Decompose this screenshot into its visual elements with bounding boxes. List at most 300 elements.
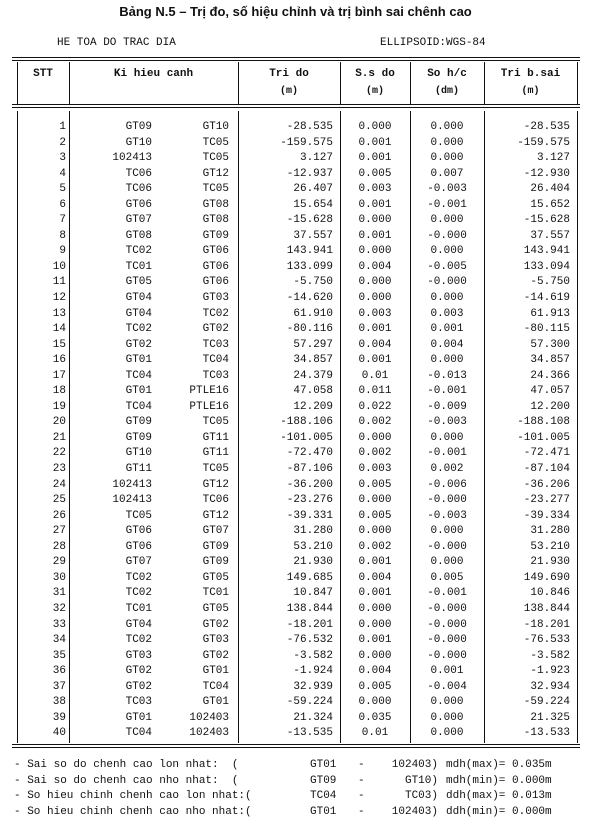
table-row (0, 664, 591, 680)
row-adjusted-value: -188.108 (486, 415, 570, 431)
row-from-point: GT07 (72, 213, 152, 229)
row-adjusted-value: 24.366 (486, 369, 570, 385)
row-measured-value: 143.941 (241, 244, 333, 260)
row-error-value: 0.001 (341, 322, 409, 338)
row-error-value: 0.000 (341, 213, 409, 229)
row-error-value: 0.000 (341, 618, 409, 634)
row-error-value: 0.000 (341, 695, 409, 711)
row-correction-value: 0.000 (411, 431, 483, 447)
row-stt: 26 (20, 509, 66, 525)
row-to-point: GT08 (155, 198, 229, 214)
row-adjusted-value: 61.913 (486, 307, 570, 323)
row-error-value: 0.004 (341, 338, 409, 354)
row-from-point: TC03 (72, 695, 152, 711)
row-stt: 6 (20, 198, 66, 214)
row-from-point: TC01 (72, 602, 152, 618)
summary-from-point: TC04 (310, 789, 336, 805)
table-row (0, 400, 591, 416)
row-measured-value: -59.224 (241, 695, 333, 711)
row-to-point: TC04 (155, 680, 229, 696)
row-measured-value: 47.058 (241, 384, 333, 400)
table-row (0, 322, 591, 338)
summary-label: - Sai so do chenh cao nho nhat: ( (14, 774, 238, 790)
row-to-point: GT06 (155, 244, 229, 260)
row-measured-value: -80.116 (241, 322, 333, 338)
row-error-value: 0.011 (341, 384, 409, 400)
row-measured-value: -28.535 (241, 120, 333, 136)
row-correction-value: -0.001 (411, 446, 483, 462)
row-error-value: 0.003 (341, 462, 409, 478)
table-row (0, 167, 591, 183)
row-measured-value: -23.276 (241, 493, 333, 509)
row-adjusted-value: -3.582 (486, 649, 570, 665)
row-error-value: 0.001 (341, 353, 409, 369)
table-row (0, 555, 591, 571)
summary-label: - So hieu chinh chenh cao lon nhat:( (14, 789, 252, 805)
row-correction-value: -0.004 (411, 680, 483, 696)
summary-from-point: GT09 (310, 774, 336, 790)
row-stt: 16 (20, 353, 66, 369)
row-from-point: 102413 (72, 478, 152, 494)
row-to-point: TC03 (155, 338, 229, 354)
row-correction-value: 0.000 (411, 151, 483, 167)
row-error-value: 0.035 (341, 711, 409, 727)
table-row (0, 711, 591, 727)
row-adjusted-value: -159.575 (486, 136, 570, 152)
row-correction-value: -0.006 (411, 478, 483, 494)
row-adjusted-value: 26.404 (486, 182, 570, 198)
row-stt: 8 (20, 229, 66, 245)
header-canh: Ki hieu canh (70, 68, 237, 80)
table-row (0, 649, 591, 665)
table-row (0, 244, 591, 260)
row-from-point: GT01 (72, 711, 152, 727)
table-row (0, 540, 591, 556)
row-adjusted-value: -59.224 (486, 695, 570, 711)
row-measured-value: -12.937 (241, 167, 333, 183)
row-correction-value: 0.003 (411, 307, 483, 323)
row-adjusted-value: -18.201 (486, 618, 570, 634)
row-error-value: 0.000 (341, 649, 409, 665)
row-error-value: 0.004 (341, 260, 409, 276)
row-correction-value: -0.000 (411, 540, 483, 556)
row-correction-value: -0.001 (411, 198, 483, 214)
row-from-point: GT10 (72, 136, 152, 152)
table-row (0, 478, 591, 494)
row-stt: 21 (20, 431, 66, 447)
summary-separator: - (358, 805, 365, 820)
row-error-value: 0.022 (341, 400, 409, 416)
row-adjusted-value: 47.057 (486, 384, 570, 400)
row-from-point: GT04 (72, 291, 152, 307)
row-error-value: 0.000 (341, 602, 409, 618)
header-ssdo: S.s do (341, 68, 409, 80)
row-correction-value: -0.000 (411, 229, 483, 245)
row-to-point: 102403 (155, 711, 229, 727)
row-measured-value: -3.582 (241, 649, 333, 665)
row-stt: 5 (20, 182, 66, 198)
row-error-value: 0.003 (341, 307, 409, 323)
row-from-point: GT07 (72, 555, 152, 571)
data-rows (0, 120, 591, 742)
row-from-point: TC04 (72, 726, 152, 742)
table-row (0, 695, 591, 711)
row-measured-value: 15.654 (241, 198, 333, 214)
table-row (0, 618, 591, 634)
table-row (0, 446, 591, 462)
row-correction-value: -0.003 (411, 509, 483, 525)
row-to-point: PTLE16 (155, 384, 229, 400)
row-error-value: 0.005 (341, 167, 409, 183)
row-adjusted-value: -15.628 (486, 213, 570, 229)
row-measured-value: 133.099 (241, 260, 333, 276)
header-stt: STT (18, 68, 68, 80)
row-from-point: TC05 (72, 509, 152, 525)
row-correction-value: 0.000 (411, 555, 483, 571)
row-to-point: GT07 (155, 524, 229, 540)
row-adjusted-value: 15.652 (486, 198, 570, 214)
row-error-value: 0.001 (341, 586, 409, 602)
row-adjusted-value: 57.300 (486, 338, 570, 354)
row-to-point: GT01 (155, 664, 229, 680)
row-measured-value: -13.535 (241, 726, 333, 742)
row-error-value: 0.001 (341, 198, 409, 214)
row-stt: 22 (20, 446, 66, 462)
coordinate-system-label: HE TOA DO TRAC DIA (57, 37, 176, 49)
row-adjusted-value: 21.930 (486, 555, 570, 571)
table-row (0, 198, 591, 214)
row-error-value: 0.001 (341, 229, 409, 245)
row-to-point: GT02 (155, 649, 229, 665)
row-from-point: GT06 (72, 198, 152, 214)
row-stt: 7 (20, 213, 66, 229)
row-adjusted-value: -72.471 (486, 446, 570, 462)
row-to-point: GT02 (155, 322, 229, 338)
row-to-point: 102403 (155, 726, 229, 742)
row-adjusted-value: 37.557 (486, 229, 570, 245)
header-ssdo-unit: (m) (341, 86, 409, 97)
table-row (0, 307, 591, 323)
row-measured-value: -18.201 (241, 618, 333, 634)
row-adjusted-value: 21.325 (486, 711, 570, 727)
row-adjusted-value: -23.277 (486, 493, 570, 509)
header-trido-unit: (m) (239, 86, 339, 97)
row-adjusted-value: -12.930 (486, 167, 570, 183)
row-error-value: 0.01 (341, 726, 409, 742)
table-row (0, 726, 591, 742)
summary-separator: - (358, 789, 365, 805)
row-from-point: TC04 (72, 400, 152, 416)
row-stt: 1 (20, 120, 66, 136)
row-stt: 15 (20, 338, 66, 354)
row-measured-value: 31.280 (241, 524, 333, 540)
row-adjusted-value: -80.115 (486, 322, 570, 338)
row-measured-value: -14.620 (241, 291, 333, 307)
row-measured-value: -15.628 (241, 213, 333, 229)
row-measured-value: -72.470 (241, 446, 333, 462)
row-correction-value: -0.000 (411, 618, 483, 634)
row-from-point: GT09 (72, 120, 152, 136)
row-to-point: GT12 (155, 478, 229, 494)
row-error-value: 0.005 (341, 478, 409, 494)
row-from-point: GT02 (72, 338, 152, 354)
table-row (0, 415, 591, 431)
row-from-point: TC02 (72, 633, 152, 649)
row-correction-value: 0.000 (411, 711, 483, 727)
row-stt: 32 (20, 602, 66, 618)
row-error-value: 0.000 (341, 493, 409, 509)
row-correction-value: -0.000 (411, 493, 483, 509)
row-measured-value: -101.005 (241, 431, 333, 447)
table-row (0, 586, 591, 602)
row-stt: 11 (20, 275, 66, 291)
header-sohc-unit: (dm) (411, 86, 483, 97)
table-row (0, 680, 591, 696)
row-stt: 20 (20, 415, 66, 431)
row-error-value: 0.002 (341, 415, 409, 431)
ellipsoid-label: ELLIPSOID:WGS-84 (380, 37, 486, 49)
row-adjusted-value: 53.210 (486, 540, 570, 556)
row-from-point: GT10 (72, 446, 152, 462)
row-stt: 28 (20, 540, 66, 556)
row-stt: 10 (20, 260, 66, 276)
row-stt: 9 (20, 244, 66, 260)
row-error-value: 0.001 (341, 633, 409, 649)
row-correction-value: 0.004 (411, 338, 483, 354)
table-row (0, 136, 591, 152)
summary-to-point: GT10) (366, 774, 438, 790)
row-from-point: GT09 (72, 415, 152, 431)
row-stt: 2 (20, 136, 66, 152)
table-row (0, 353, 591, 369)
row-from-point: 102413 (72, 151, 152, 167)
row-measured-value: 12.209 (241, 400, 333, 416)
header-double-rule (12, 104, 580, 108)
row-to-point: GT01 (155, 695, 229, 711)
row-to-point: GT06 (155, 260, 229, 276)
row-adjusted-value: 31.280 (486, 524, 570, 540)
summary-separator: - (358, 774, 365, 790)
row-from-point: TC02 (72, 571, 152, 587)
row-to-point: PTLE16 (155, 400, 229, 416)
row-measured-value: 24.379 (241, 369, 333, 385)
table-row (0, 524, 591, 540)
row-adjusted-value: 32.934 (486, 680, 570, 696)
row-correction-value: -0.000 (411, 649, 483, 665)
row-correction-value: 0.000 (411, 213, 483, 229)
row-stt: 38 (20, 695, 66, 711)
row-error-value: 0.001 (341, 151, 409, 167)
summary-from-point: GT01 (310, 758, 336, 774)
table-row (0, 633, 591, 649)
row-adjusted-value: -14.619 (486, 291, 570, 307)
row-measured-value: -188.106 (241, 415, 333, 431)
row-from-point: 102413 (72, 493, 152, 509)
row-to-point: GT02 (155, 618, 229, 634)
row-correction-value: -0.003 (411, 415, 483, 431)
row-correction-value: -0.000 (411, 602, 483, 618)
row-from-point: GT06 (72, 540, 152, 556)
row-from-point: GT01 (72, 384, 152, 400)
row-from-point: GT04 (72, 307, 152, 323)
summary-result: ddh(max)= 0.013m (446, 789, 552, 805)
row-error-value: 0.002 (341, 446, 409, 462)
table-row (0, 229, 591, 245)
row-measured-value: -1.924 (241, 664, 333, 680)
row-error-value: 0.000 (341, 431, 409, 447)
row-measured-value: -87.106 (241, 462, 333, 478)
row-from-point: TC02 (72, 322, 152, 338)
row-correction-value: 0.000 (411, 353, 483, 369)
row-to-point: TC04 (155, 353, 229, 369)
row-correction-value: 0.001 (411, 664, 483, 680)
row-from-point: GT01 (72, 353, 152, 369)
row-measured-value: 26.407 (241, 182, 333, 198)
row-stt: 29 (20, 555, 66, 571)
header-trido: Tri do (239, 68, 339, 80)
row-stt: 17 (20, 369, 66, 385)
row-adjusted-value: 143.941 (486, 244, 570, 260)
row-to-point: GT09 (155, 540, 229, 556)
summary-label: - So hieu chinh chenh cao nho nhat:( (14, 805, 252, 820)
table-row (0, 213, 591, 229)
table-row (0, 369, 591, 385)
row-measured-value: 21.324 (241, 711, 333, 727)
summary-result: ddh(min)= 0.000m (446, 805, 552, 820)
row-error-value: 0.003 (341, 182, 409, 198)
row-from-point: GT09 (72, 431, 152, 447)
row-measured-value: 61.910 (241, 307, 333, 323)
row-correction-value: 0.000 (411, 244, 483, 260)
row-from-point: TC02 (72, 244, 152, 260)
table-row (0, 120, 591, 136)
row-to-point: TC03 (155, 369, 229, 385)
summary-to-point: TC03) (366, 789, 438, 805)
row-to-point: GT05 (155, 602, 229, 618)
row-to-point: GT08 (155, 213, 229, 229)
row-correction-value: -0.009 (411, 400, 483, 416)
row-stt: 31 (20, 586, 66, 602)
summary-label: - Sai so do chenh cao lon nhat: ( (14, 758, 238, 774)
row-correction-value: -0.005 (411, 260, 483, 276)
row-correction-value: -0.013 (411, 369, 483, 385)
table-title: Bảng N.5 – Trị đo, số hiệu chỉnh và trị bình sai chênh cao (0, 4, 591, 19)
row-to-point: TC05 (155, 182, 229, 198)
table-row (0, 275, 591, 291)
header-sohc: So h/c (411, 68, 483, 80)
row-stt: 27 (20, 524, 66, 540)
row-to-point: TC05 (155, 415, 229, 431)
table-row (0, 462, 591, 478)
row-to-point: GT06 (155, 275, 229, 291)
row-to-point: GT11 (155, 431, 229, 447)
row-stt: 19 (20, 400, 66, 416)
row-error-value: 0.01 (341, 369, 409, 385)
row-adjusted-value: 133.094 (486, 260, 570, 276)
row-error-value: 0.000 (341, 524, 409, 540)
row-error-value: 0.004 (341, 664, 409, 680)
row-measured-value: -159.575 (241, 136, 333, 152)
row-from-point: GT11 (72, 462, 152, 478)
row-correction-value: -0.000 (411, 275, 483, 291)
row-error-value: 0.001 (341, 136, 409, 152)
row-from-point: GT02 (72, 664, 152, 680)
row-correction-value: 0.005 (411, 571, 483, 587)
row-adjusted-value: 10.846 (486, 586, 570, 602)
row-to-point: GT11 (155, 446, 229, 462)
row-stt: 30 (20, 571, 66, 587)
row-adjusted-value: 138.844 (486, 602, 570, 618)
row-error-value: 0.002 (341, 540, 409, 556)
row-stt: 34 (20, 633, 66, 649)
row-adjusted-value: -13.533 (486, 726, 570, 742)
row-stt: 23 (20, 462, 66, 478)
table-row (0, 260, 591, 276)
row-adjusted-value: -101.005 (486, 431, 570, 447)
row-from-point: GT06 (72, 524, 152, 540)
row-error-value: 0.001 (341, 555, 409, 571)
row-to-point: GT09 (155, 229, 229, 245)
row-from-point: GT03 (72, 649, 152, 665)
row-error-value: 0.000 (341, 275, 409, 291)
table-row (0, 493, 591, 509)
row-adjusted-value: -5.750 (486, 275, 570, 291)
row-stt: 3 (20, 151, 66, 167)
row-to-point: TC02 (155, 307, 229, 323)
row-from-point: GT02 (72, 680, 152, 696)
summary-to-point: 102403) (366, 805, 438, 820)
row-from-point: TC01 (72, 260, 152, 276)
row-from-point: TC04 (72, 369, 152, 385)
table-row (0, 338, 591, 354)
row-adjusted-value: -39.334 (486, 509, 570, 525)
row-adjusted-value: -36.206 (486, 478, 570, 494)
row-correction-value: 0.001 (411, 322, 483, 338)
row-from-point: TC06 (72, 167, 152, 183)
row-adjusted-value: -87.104 (486, 462, 570, 478)
row-measured-value: -5.750 (241, 275, 333, 291)
row-stt: 12 (20, 291, 66, 307)
row-measured-value: 37.557 (241, 229, 333, 245)
col-sep (577, 62, 578, 104)
row-correction-value: 0.000 (411, 695, 483, 711)
row-stt: 24 (20, 478, 66, 494)
summary-result: mdh(max)= 0.035m (446, 758, 552, 774)
row-to-point: GT09 (155, 555, 229, 571)
row-from-point: GT08 (72, 229, 152, 245)
summary-from-point: GT01 (310, 805, 336, 820)
row-stt: 39 (20, 711, 66, 727)
table-row (0, 291, 591, 307)
row-to-point: GT10 (155, 120, 229, 136)
row-stt: 4 (20, 167, 66, 183)
row-correction-value: -0.001 (411, 586, 483, 602)
row-correction-value: 0.000 (411, 524, 483, 540)
row-measured-value: 138.844 (241, 602, 333, 618)
table-row (0, 571, 591, 587)
row-measured-value: 34.857 (241, 353, 333, 369)
row-stt: 36 (20, 664, 66, 680)
table-row (0, 384, 591, 400)
row-correction-value: 0.000 (411, 726, 483, 742)
row-stt: 40 (20, 726, 66, 742)
row-to-point: GT12 (155, 167, 229, 183)
row-adjusted-value: -28.535 (486, 120, 570, 136)
row-error-value: 0.005 (341, 509, 409, 525)
row-correction-value: -0.000 (411, 633, 483, 649)
row-to-point: GT12 (155, 509, 229, 525)
table-row (0, 182, 591, 198)
